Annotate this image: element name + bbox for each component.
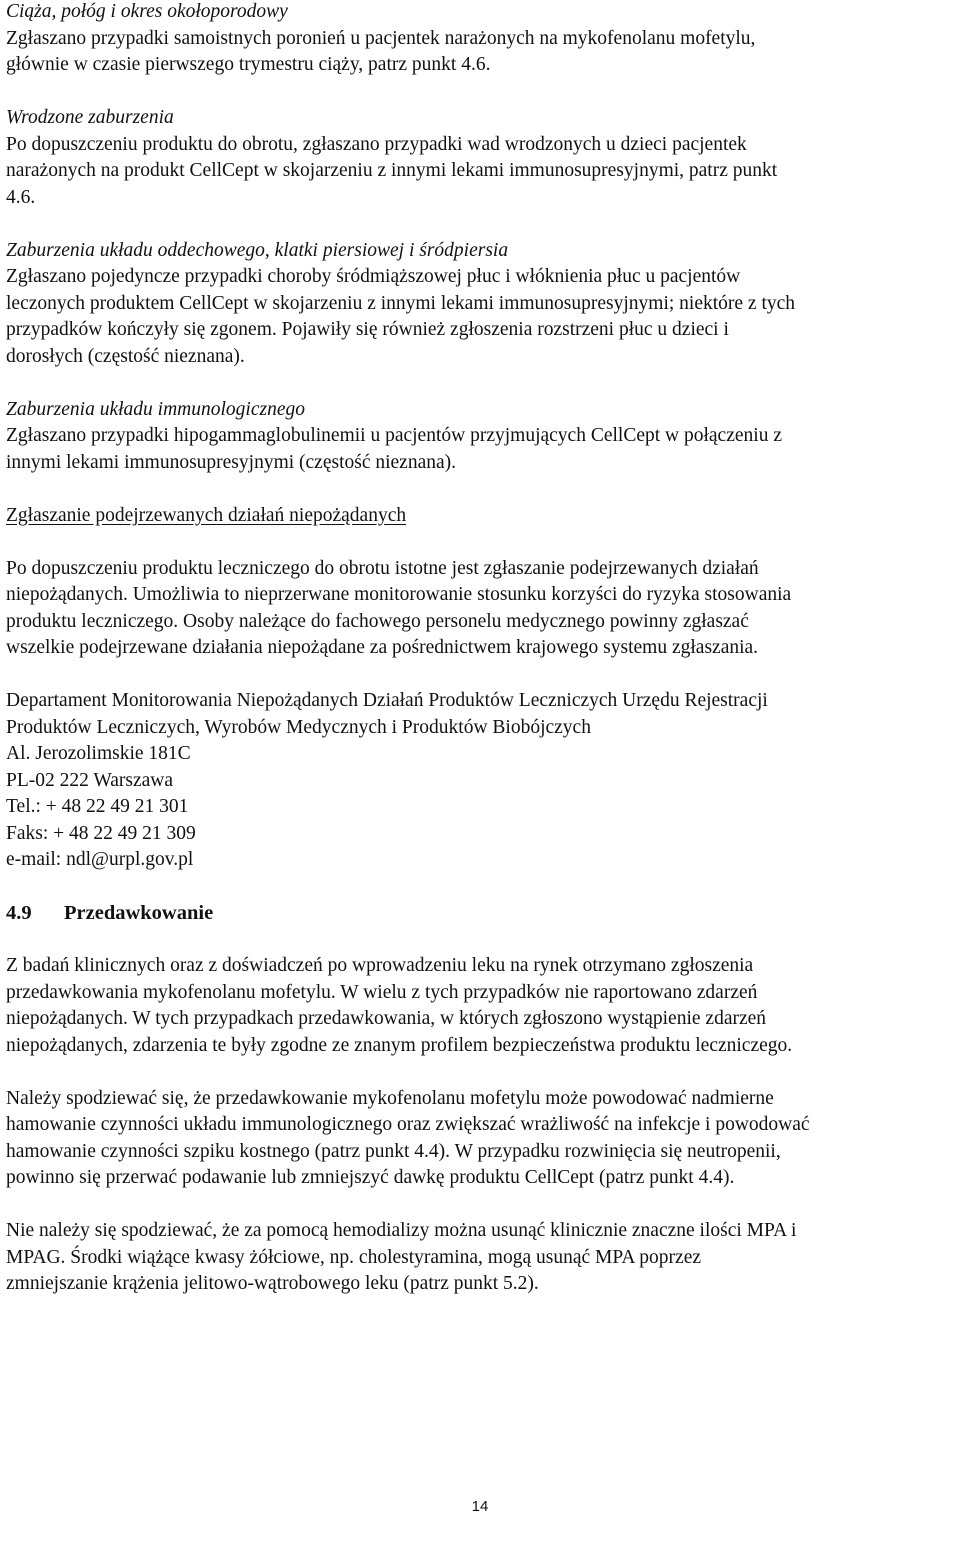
section-heading-overdose bbox=[6, 900, 960, 927]
text-line: Należy spodziewać się, że przedawkowanie mykofenolanu mofetylu może powodować nadmierne bbox=[6, 1087, 774, 1109]
text-line: innymi lekami immunosupresyjnymi (częstość nieznana). bbox=[6, 451, 457, 473]
text-line: wszelkie podejrzewane działania niepożądane za pośrednictwem krajowego systemu zgłaszania. bbox=[6, 637, 759, 658]
text-line: MPAG. Środki wiążące kwasy żółciowe, np. cholestyramina, mogą usunąć MPA poprzez bbox=[6, 1246, 702, 1268]
email-line: e-mail: ndl@urpl.gov.pl bbox=[6, 849, 194, 870]
section-title-congenital: Wrodzone zaburzenia bbox=[6, 107, 174, 128]
text-line: zmniejszanie krążenia jelitowo-wątrobowego leku (patrz punkt 5.2). bbox=[6, 1273, 539, 1294]
address-line: Departament Monitorowania Niepożądanych Działań Produktów Leczniczych Urzędu Rejestracji bbox=[6, 690, 768, 711]
text-line: produktu leczniczego. Osoby należące do fachowego personelu medycznego powinny zgłaszać bbox=[6, 610, 749, 632]
text-line: narażonych na produkt CellCept w skojarzeniu z innymi lekami immunosupresyjnymi, patrz punkt bbox=[6, 160, 778, 181]
fax-line: Faks: + 48 22 49 21 309 bbox=[6, 822, 196, 844]
text-line: Zgłaszano przypadki samoistnych poronień u pacjentek narażonych na mykofenolanu mofetylu, bbox=[6, 27, 756, 49]
text-line: hamowanie czynności układu immunologicznego oraz zwiększać wrażliwość na infekcje i powodować bbox=[6, 1114, 810, 1135]
section-title-immune: Zaburzenia układu immunologicznego bbox=[6, 398, 305, 420]
text-line: niepożądanych. W tych przypadkach przedawkowania, w których zgłoszono wystąpienie zdarzeń bbox=[6, 1008, 767, 1029]
section-title-respiratory: Zaburzenia układu oddechowego, klatki piersiowej i śródpiersia bbox=[6, 239, 509, 261]
address-line: Produktów Leczniczych, Wyrobów Medycznych i Produktów Biobójczych bbox=[6, 716, 591, 738]
text-line: niepożądanych. Umożliwia to nieprzerwane monitorowanie stosunku korzyści do ryzyka stosowania bbox=[6, 584, 792, 605]
text-line: Z badań klinicznych oraz z doświadczeń po wprowadzeniu leku na rynek otrzymano zgłoszenia bbox=[6, 955, 754, 976]
section-title-pregnancy: Ciąża, połóg i okres okołoporodowy bbox=[6, 1, 288, 22]
section-title-reporting: Zgłaszanie podejrzewanych działań niepożądanych bbox=[6, 504, 407, 526]
text-line: Po dopuszczeniu produktu leczniczego do obrotu istotne jest zgłaszanie podejrzewanych działań bbox=[6, 557, 759, 579]
text-line: niepożądanych, zdarzenia te były zgodne ze znanym profilem bezpieczeństwa produktu leczniczego. bbox=[6, 1034, 793, 1056]
address-line: PL-02 222 Warszawa bbox=[6, 769, 174, 791]
page-number: 14 bbox=[471, 1498, 489, 1515]
text-line: leczonych produktem CellCept w skojarzeniu z innymi lekami immunosupresyjnymi; niektóre z tych bbox=[6, 292, 796, 314]
document-page bbox=[6, 0, 960, 1298]
text-line: Nie należy się spodziewać, że za pomocą hemodializy można usunąć klinicznie znaczne ilości MPA i bbox=[6, 1220, 797, 1241]
text-line: hamowanie czynności szpiku kostnego (patrz punkt 4.4). W przypadku rozwinięcia się neutropenii, bbox=[6, 1140, 781, 1162]
text-line: głównie w czasie pierwszego trymestru ciąży, patrz punkt 4.6. bbox=[6, 54, 491, 75]
text-line: Zgłaszano pojedyncze przypadki choroby śródmiąższowej płuc i włóknienia płuc u pacjentów bbox=[6, 266, 741, 287]
text-line: przypadków kończyły się zgonem. Pojawiły się również zgłoszenia rozstrzeni płuc u dzieci i bbox=[6, 319, 729, 340]
text-line: przedawkowania mykofenolanu mofetylu. W wielu z tych przypadków nie raportowano zdarzeń bbox=[6, 981, 758, 1003]
text-line: 4.6. bbox=[6, 186, 36, 208]
text-line: Po dopuszczeniu produktu do obrotu, zgłaszano przypadki wad wrodzonych u dzieci pacjentek bbox=[6, 133, 747, 155]
section-number: 4.9 bbox=[6, 902, 32, 924]
section-heading-title: Przedawkowanie bbox=[64, 902, 214, 924]
text-line: dorosłych (częstość nieznana). bbox=[6, 345, 245, 367]
text-line: powinno się przerwać podawanie lub zmniejszyć dawkę produktu CellCept (patrz punkt 4.4). bbox=[6, 1167, 735, 1188]
address-line: Al. Jerozolimskie 181C bbox=[6, 743, 191, 764]
phone-line: Tel.: + 48 22 49 21 301 bbox=[6, 796, 189, 817]
text-line: Zgłaszano przypadki hipogammaglobulinemii u pacjentów przyjmujących CellCept w połączeniu z bbox=[6, 425, 782, 446]
